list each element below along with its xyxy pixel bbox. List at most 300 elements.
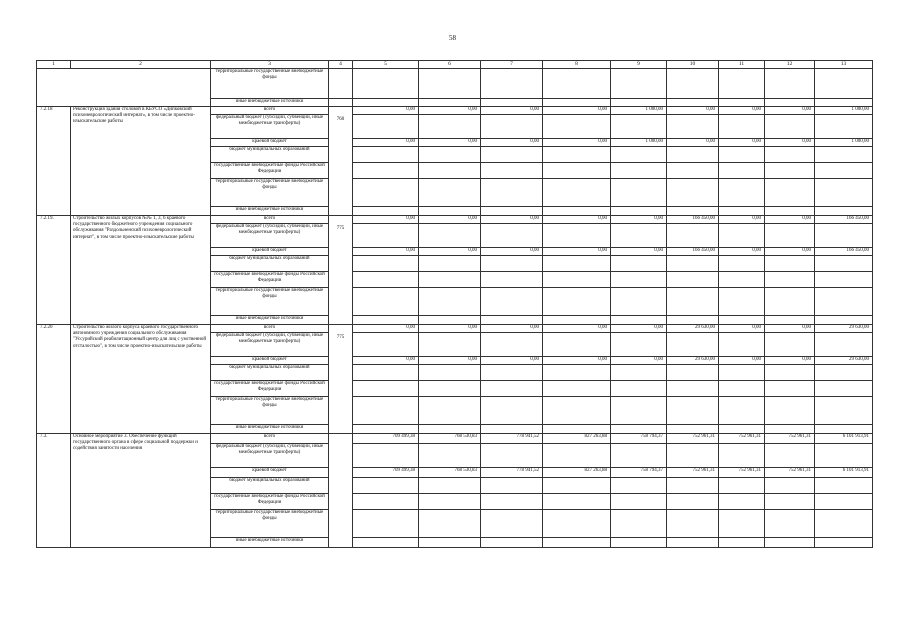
amount-cell xyxy=(815,114,873,138)
amount-cell xyxy=(815,255,873,271)
table-row xyxy=(37,433,873,443)
amount-cell xyxy=(543,396,611,424)
funding-source-label: всего xyxy=(211,106,329,114)
amount-cell xyxy=(719,424,765,433)
source-territorial: территориальные государственные внебюджетные фонды xyxy=(211,68,329,98)
amount-cell: 758 794,37 xyxy=(611,467,667,477)
amount-cell xyxy=(481,509,543,537)
amount-cell xyxy=(353,443,419,467)
amount-cell xyxy=(611,315,667,324)
amount-cell: 758 794,37 xyxy=(611,433,667,443)
amount-cell xyxy=(719,380,765,396)
amount-cell xyxy=(353,332,419,356)
amount-cell xyxy=(815,223,873,247)
amount-cell xyxy=(611,206,667,215)
amount-cell xyxy=(611,178,667,206)
amount-cell: 0,00 xyxy=(419,324,481,332)
amount-cell xyxy=(543,364,611,380)
amount-cell xyxy=(765,380,815,396)
amount-cell xyxy=(543,477,611,493)
amount-cell: 0,00 xyxy=(543,215,611,223)
amount-cell: 0,00 xyxy=(765,356,815,364)
funding-source-label: краевой бюджет xyxy=(211,138,329,146)
amount-cell xyxy=(353,493,419,509)
amount-cell xyxy=(815,424,873,433)
amount-cell xyxy=(611,114,667,138)
amount-cell xyxy=(667,114,719,138)
amount-cell xyxy=(765,162,815,178)
amount-cell xyxy=(353,509,419,537)
amount-cell xyxy=(611,146,667,162)
amount-cell xyxy=(667,178,719,206)
amount-cell xyxy=(611,396,667,424)
amount-cell xyxy=(667,477,719,493)
amount-cell xyxy=(765,443,815,467)
amount-cell: 166 450,00 xyxy=(815,215,873,223)
amount-cell xyxy=(719,315,765,324)
amount-cell xyxy=(419,509,481,537)
amount-cell xyxy=(543,424,611,433)
amount-cell: 0,00 xyxy=(667,138,719,146)
amount-cell: 0,00 xyxy=(353,106,419,114)
amount-cell: 29 630,00 xyxy=(667,324,719,332)
amount-cell xyxy=(419,380,481,396)
amount-cell xyxy=(353,396,419,424)
amount-cell xyxy=(419,477,481,493)
funding-source-label: иные внебюджетные источники xyxy=(211,424,329,433)
amount-cell xyxy=(815,509,873,537)
responsible-code: 775 xyxy=(329,324,353,433)
column-number: 10 xyxy=(667,61,719,69)
amount-cell xyxy=(719,477,765,493)
funding-source-label: государственные внебюджетные фонды Российской Федерации xyxy=(211,493,329,509)
amount-cell: 0,00 xyxy=(765,138,815,146)
amount-cell xyxy=(481,424,543,433)
amount-cell xyxy=(543,255,611,271)
amount-cell: 0,00 xyxy=(353,247,419,255)
amount-cell xyxy=(611,509,667,537)
amount-cell xyxy=(667,380,719,396)
amount-cell xyxy=(419,537,481,547)
amount-cell: 752 961,31 xyxy=(667,433,719,443)
table-row xyxy=(37,215,873,223)
amount-cell xyxy=(419,396,481,424)
empty-cell xyxy=(329,68,353,98)
amount-cell xyxy=(765,146,815,162)
source-other: иные внебюджетные источники xyxy=(211,98,329,106)
amount-cell: 0,00 xyxy=(481,138,543,146)
amount-cell: 1 000,00 xyxy=(815,106,873,114)
activity-name: Строительство жилого корпуса краевого государственного автономного учреждения социального обслуживания "Уссурийский реабилитационный центр для лиц с умственной отсталостью", в том числе проектно-изыскательские работы xyxy=(71,324,211,433)
amount-cell xyxy=(543,271,611,287)
amount-cell xyxy=(481,271,543,287)
activity-code: 7.2.20 xyxy=(37,324,71,433)
amount-cell xyxy=(719,178,765,206)
activity-name: Строительство жилых корпусов №№ 1, 3, 6 краевого государственного бюджетного учреждения социального обслуживания "Раздольненский психоневрологический интернат", в том числе проектно-изыскательские работы xyxy=(71,215,211,324)
amount-cell xyxy=(667,332,719,356)
amount-cell: 0,00 xyxy=(481,247,543,255)
funding-source-label: территориальные государственные внебюджетные фонды xyxy=(211,396,329,424)
amount-cell: 0,00 xyxy=(419,247,481,255)
amount-cell xyxy=(667,271,719,287)
activity-name: Реконструкция здания столовой в КБУСО «Дипковский психоневрологический интернат», в том числе проектно-изыскательские работы xyxy=(71,106,211,215)
funding-source-label: иные внебюджетные источники xyxy=(211,537,329,547)
amount-cell xyxy=(815,332,873,356)
amount-cell xyxy=(419,223,481,247)
amount-cell xyxy=(353,477,419,493)
amount-cell xyxy=(667,223,719,247)
table-row xyxy=(37,324,873,332)
amount-cell xyxy=(419,332,481,356)
amount-cell xyxy=(667,364,719,380)
amount-cell: 0,00 xyxy=(353,215,419,223)
amount-cell xyxy=(543,315,611,324)
amount-cell xyxy=(667,255,719,271)
amount-cell xyxy=(543,380,611,396)
amount-cell xyxy=(543,162,611,178)
column-number-row xyxy=(37,61,873,69)
amount-cell xyxy=(719,206,765,215)
amount-cell xyxy=(353,315,419,324)
column-number: 13 xyxy=(815,61,873,69)
funding-source-label: государственные внебюджетные фонды Российской Федерации xyxy=(211,380,329,396)
amount-cell xyxy=(419,162,481,178)
amount-cell xyxy=(667,493,719,509)
amount-cell: 827 263,88 xyxy=(543,433,611,443)
amount-cell xyxy=(481,114,543,138)
amount-cell xyxy=(543,287,611,315)
amount-cell xyxy=(719,509,765,537)
amount-cell xyxy=(611,223,667,247)
amount-cell xyxy=(353,380,419,396)
amount-cell xyxy=(481,443,543,467)
amount-cell xyxy=(543,537,611,547)
amount-cell xyxy=(353,162,419,178)
amount-cell xyxy=(719,114,765,138)
column-number: 12 xyxy=(765,61,815,69)
amount-cell xyxy=(765,332,815,356)
amount-cell: 752 961,31 xyxy=(719,433,765,443)
amount-cell xyxy=(667,206,719,215)
column-number: 1 xyxy=(37,61,71,69)
amount-cell xyxy=(611,364,667,380)
amount-cell xyxy=(611,332,667,356)
amount-cell: 0,00 xyxy=(419,106,481,114)
amount-cell xyxy=(481,477,543,493)
amount-cell xyxy=(815,146,873,162)
amount-cell xyxy=(419,287,481,315)
column-number: 3 xyxy=(211,61,329,69)
amount-cell xyxy=(543,332,611,356)
funding-source-label: бюджет муниципальных образований xyxy=(211,477,329,493)
amount-cell xyxy=(419,493,481,509)
amount-cell: 0,00 xyxy=(719,138,765,146)
amount-cell xyxy=(719,271,765,287)
amount-cell: 778 941,52 xyxy=(481,433,543,443)
column-number: 4 xyxy=(329,61,353,69)
amount-cell xyxy=(765,178,815,206)
amount-cell xyxy=(353,114,419,138)
amount-cell xyxy=(667,509,719,537)
funding-source-label: государственные внебюджетные фонды Российской Федерации xyxy=(211,271,329,287)
amount-cell xyxy=(719,255,765,271)
amount-cell xyxy=(543,509,611,537)
amount-cell xyxy=(765,424,815,433)
activity-name: Основное мероприятие 3. Обеспечение функций государственного органа в сфере социальной поддержки и содействия занятости населения xyxy=(71,433,211,547)
continuation-cell xyxy=(37,68,211,106)
amount-cell xyxy=(815,443,873,467)
funding-source-label: государственные внебюджетные фонды Российской Федерации xyxy=(211,162,329,178)
amount-cell xyxy=(419,271,481,287)
amount-cell xyxy=(419,114,481,138)
amount-cell xyxy=(765,493,815,509)
amount-cell: 0,00 xyxy=(419,138,481,146)
amount-cell xyxy=(667,537,719,547)
amount-cell xyxy=(765,537,815,547)
amount-cell xyxy=(667,146,719,162)
amount-cell: 0,00 xyxy=(481,215,543,223)
amount-cell xyxy=(765,287,815,315)
amount-cell xyxy=(719,493,765,509)
amount-cell xyxy=(611,380,667,396)
amount-cell xyxy=(611,255,667,271)
amount-cell xyxy=(765,271,815,287)
amount-cell xyxy=(611,162,667,178)
amount-cell xyxy=(667,162,719,178)
amount-cell: 0,00 xyxy=(543,324,611,332)
amount-cell xyxy=(481,396,543,424)
amount-cell xyxy=(765,477,815,493)
amount-cell xyxy=(815,380,873,396)
amount-cell xyxy=(815,271,873,287)
amount-cell xyxy=(719,364,765,380)
amount-cell xyxy=(611,477,667,493)
amount-cell: 6 101 913,91 xyxy=(815,433,873,443)
amount-cell: 6 101 913,91 xyxy=(815,467,873,477)
amount-cell xyxy=(353,364,419,380)
amount-cell: 0,00 xyxy=(543,138,611,146)
amount-cell: 1 000,00 xyxy=(611,106,667,114)
amount-cell: 0,00 xyxy=(543,106,611,114)
amount-cell xyxy=(667,315,719,324)
table-row xyxy=(37,106,873,114)
responsible-code xyxy=(329,433,353,547)
amount-cell xyxy=(815,364,873,380)
amount-cell xyxy=(419,255,481,271)
amount-cell xyxy=(481,364,543,380)
amount-cell xyxy=(543,114,611,138)
amount-cell xyxy=(815,537,873,547)
funding-source-label: иные внебюджетные источники xyxy=(211,206,329,215)
amount-cell xyxy=(543,146,611,162)
funding-source-label: территориальные государственные внебюджетные фонды xyxy=(211,178,329,206)
amount-cell: 0,00 xyxy=(481,324,543,332)
amount-cell: 0,00 xyxy=(611,247,667,255)
funding-source-label: краевой бюджет xyxy=(211,356,329,364)
amount-cell: 0,00 xyxy=(481,356,543,364)
amount-cell xyxy=(765,114,815,138)
amount-cell xyxy=(815,315,873,324)
amount-cell: 29 630,00 xyxy=(667,356,719,364)
amount-cell: 752 961,31 xyxy=(765,433,815,443)
amount-cell xyxy=(815,493,873,509)
amount-cell xyxy=(719,146,765,162)
funding-source-label: бюджет муниципальных образований xyxy=(211,255,329,271)
amount-cell: 768 530,83 xyxy=(419,467,481,477)
amount-cell xyxy=(481,332,543,356)
amount-cell: 0,00 xyxy=(765,106,815,114)
amount-cell xyxy=(765,396,815,424)
column-number: 7 xyxy=(481,61,543,69)
amount-cell xyxy=(611,443,667,467)
amount-cell xyxy=(667,396,719,424)
amount-cell xyxy=(543,443,611,467)
funding-source-label: краевой бюджет xyxy=(211,467,329,477)
amount-cell: 0,00 xyxy=(419,215,481,223)
amount-cell: 709 499,38 xyxy=(353,433,419,443)
amount-cell xyxy=(765,364,815,380)
amount-cell xyxy=(815,162,873,178)
amount-cell: 778 941,52 xyxy=(481,467,543,477)
amount-cell: 0,00 xyxy=(719,356,765,364)
amount-cell xyxy=(543,178,611,206)
amount-cell xyxy=(543,206,611,215)
amount-cell xyxy=(481,315,543,324)
funding-source-label: федеральный бюджет (субсидии, субвенции, иные межбюджетные трансферты) xyxy=(211,114,329,138)
amount-cell xyxy=(543,223,611,247)
amount-cell: 166 450,00 xyxy=(667,247,719,255)
amount-cell xyxy=(719,223,765,247)
funding-source-label: всего xyxy=(211,215,329,223)
amount-cell xyxy=(719,537,765,547)
amount-cell: 752 961,31 xyxy=(765,467,815,477)
amount-cell xyxy=(481,380,543,396)
funding-source-label: бюджет муниципальных образований xyxy=(211,146,329,162)
amount-cell xyxy=(815,477,873,493)
amount-cell: 0,00 xyxy=(765,215,815,223)
amount-cell: 166 450,00 xyxy=(815,247,873,255)
amount-cell xyxy=(719,162,765,178)
amount-cell xyxy=(815,206,873,215)
amount-cell xyxy=(719,332,765,356)
amount-cell xyxy=(719,396,765,424)
amount-cell xyxy=(611,424,667,433)
amount-cell: 29 630,00 xyxy=(815,324,873,332)
amount-cell: 827 263,88 xyxy=(543,467,611,477)
page-number: 58 xyxy=(449,34,456,42)
amount-cell xyxy=(719,443,765,467)
column-number: 11 xyxy=(719,61,765,69)
amount-cell: 709 499,38 xyxy=(353,467,419,477)
amount-cell xyxy=(353,271,419,287)
column-number: 6 xyxy=(419,61,481,69)
activity-code: 7.2.18 xyxy=(37,106,71,215)
amount-cell: 0,00 xyxy=(419,356,481,364)
amount-cell: 29 630,00 xyxy=(815,356,873,364)
column-number: 2 xyxy=(71,61,211,69)
amount-cell: 0,00 xyxy=(719,215,765,223)
amount-cell xyxy=(419,146,481,162)
amount-cell xyxy=(353,178,419,206)
amount-cell xyxy=(481,287,543,315)
funding-source-label: иные внебюджетные источники xyxy=(211,315,329,324)
funding-source-label: федеральный бюджет (субсидии, субвенции, иные межбюджетные трансферты) xyxy=(211,443,329,467)
amount-cell xyxy=(419,443,481,467)
amount-cell xyxy=(353,146,419,162)
funding-source-label: всего xyxy=(211,324,329,332)
amount-cell xyxy=(481,206,543,215)
amount-cell xyxy=(481,162,543,178)
amount-cell xyxy=(481,146,543,162)
amount-cell: 0,00 xyxy=(611,215,667,223)
column-number: 8 xyxy=(543,61,611,69)
funding-source-label: территориальные государственные внебюджетные фонды xyxy=(211,287,329,315)
funding-source-label: территориальные государственные внебюджетные фонды xyxy=(211,509,329,537)
amount-cell xyxy=(611,287,667,315)
amount-cell xyxy=(353,255,419,271)
amount-cell xyxy=(481,178,543,206)
amount-cell xyxy=(765,206,815,215)
budget-table xyxy=(36,60,873,548)
amount-cell: 768 530,83 xyxy=(419,433,481,443)
amount-cell: 0,00 xyxy=(353,356,419,364)
amount-cell xyxy=(353,537,419,547)
amount-cell: 0,00 xyxy=(667,106,719,114)
table-row xyxy=(37,68,873,98)
amount-cell xyxy=(765,509,815,537)
activity-code: 7.3. xyxy=(37,433,71,547)
amount-cell xyxy=(353,223,419,247)
amount-cell xyxy=(353,424,419,433)
amount-cell: 166 450,00 xyxy=(667,215,719,223)
amount-cell xyxy=(667,443,719,467)
amount-cell: 0,00 xyxy=(765,247,815,255)
amount-cell: 752 961,31 xyxy=(667,467,719,477)
funding-source-label: бюджет муниципальных образований xyxy=(211,364,329,380)
amount-cell xyxy=(353,206,419,215)
amount-cell: 0,00 xyxy=(719,247,765,255)
amount-cell xyxy=(667,287,719,315)
activity-code: 7.2.19. xyxy=(37,215,71,324)
amount-cell: 1 000,00 xyxy=(815,138,873,146)
amount-cell xyxy=(353,287,419,315)
amount-cell: 0,00 xyxy=(765,324,815,332)
amount-cell: 0,00 xyxy=(543,356,611,364)
amount-cell: 0,00 xyxy=(719,324,765,332)
amount-cell xyxy=(481,223,543,247)
amount-cell: 0,00 xyxy=(611,324,667,332)
amount-cell xyxy=(667,424,719,433)
amount-cell xyxy=(543,493,611,509)
column-number: 5 xyxy=(353,61,419,69)
amount-cell xyxy=(419,206,481,215)
amount-cell xyxy=(815,287,873,315)
amount-cell: 0,00 xyxy=(353,138,419,146)
column-number: 9 xyxy=(611,61,667,69)
amount-cell: 0,00 xyxy=(543,247,611,255)
amount-cell: 0,00 xyxy=(353,324,419,332)
amount-cell xyxy=(611,537,667,547)
amount-cell xyxy=(611,271,667,287)
amount-cell xyxy=(481,537,543,547)
funding-source-label: краевой бюджет xyxy=(211,247,329,255)
amount-cell: 752 961,31 xyxy=(719,467,765,477)
amount-cell xyxy=(481,493,543,509)
amount-cell xyxy=(719,287,765,315)
responsible-code: 775 xyxy=(329,215,353,324)
amount-cell: 1 000,00 xyxy=(611,138,667,146)
funding-source-label: федеральный бюджет (субсидии, субвенции, иные межбюджетные трансферты) xyxy=(211,332,329,356)
